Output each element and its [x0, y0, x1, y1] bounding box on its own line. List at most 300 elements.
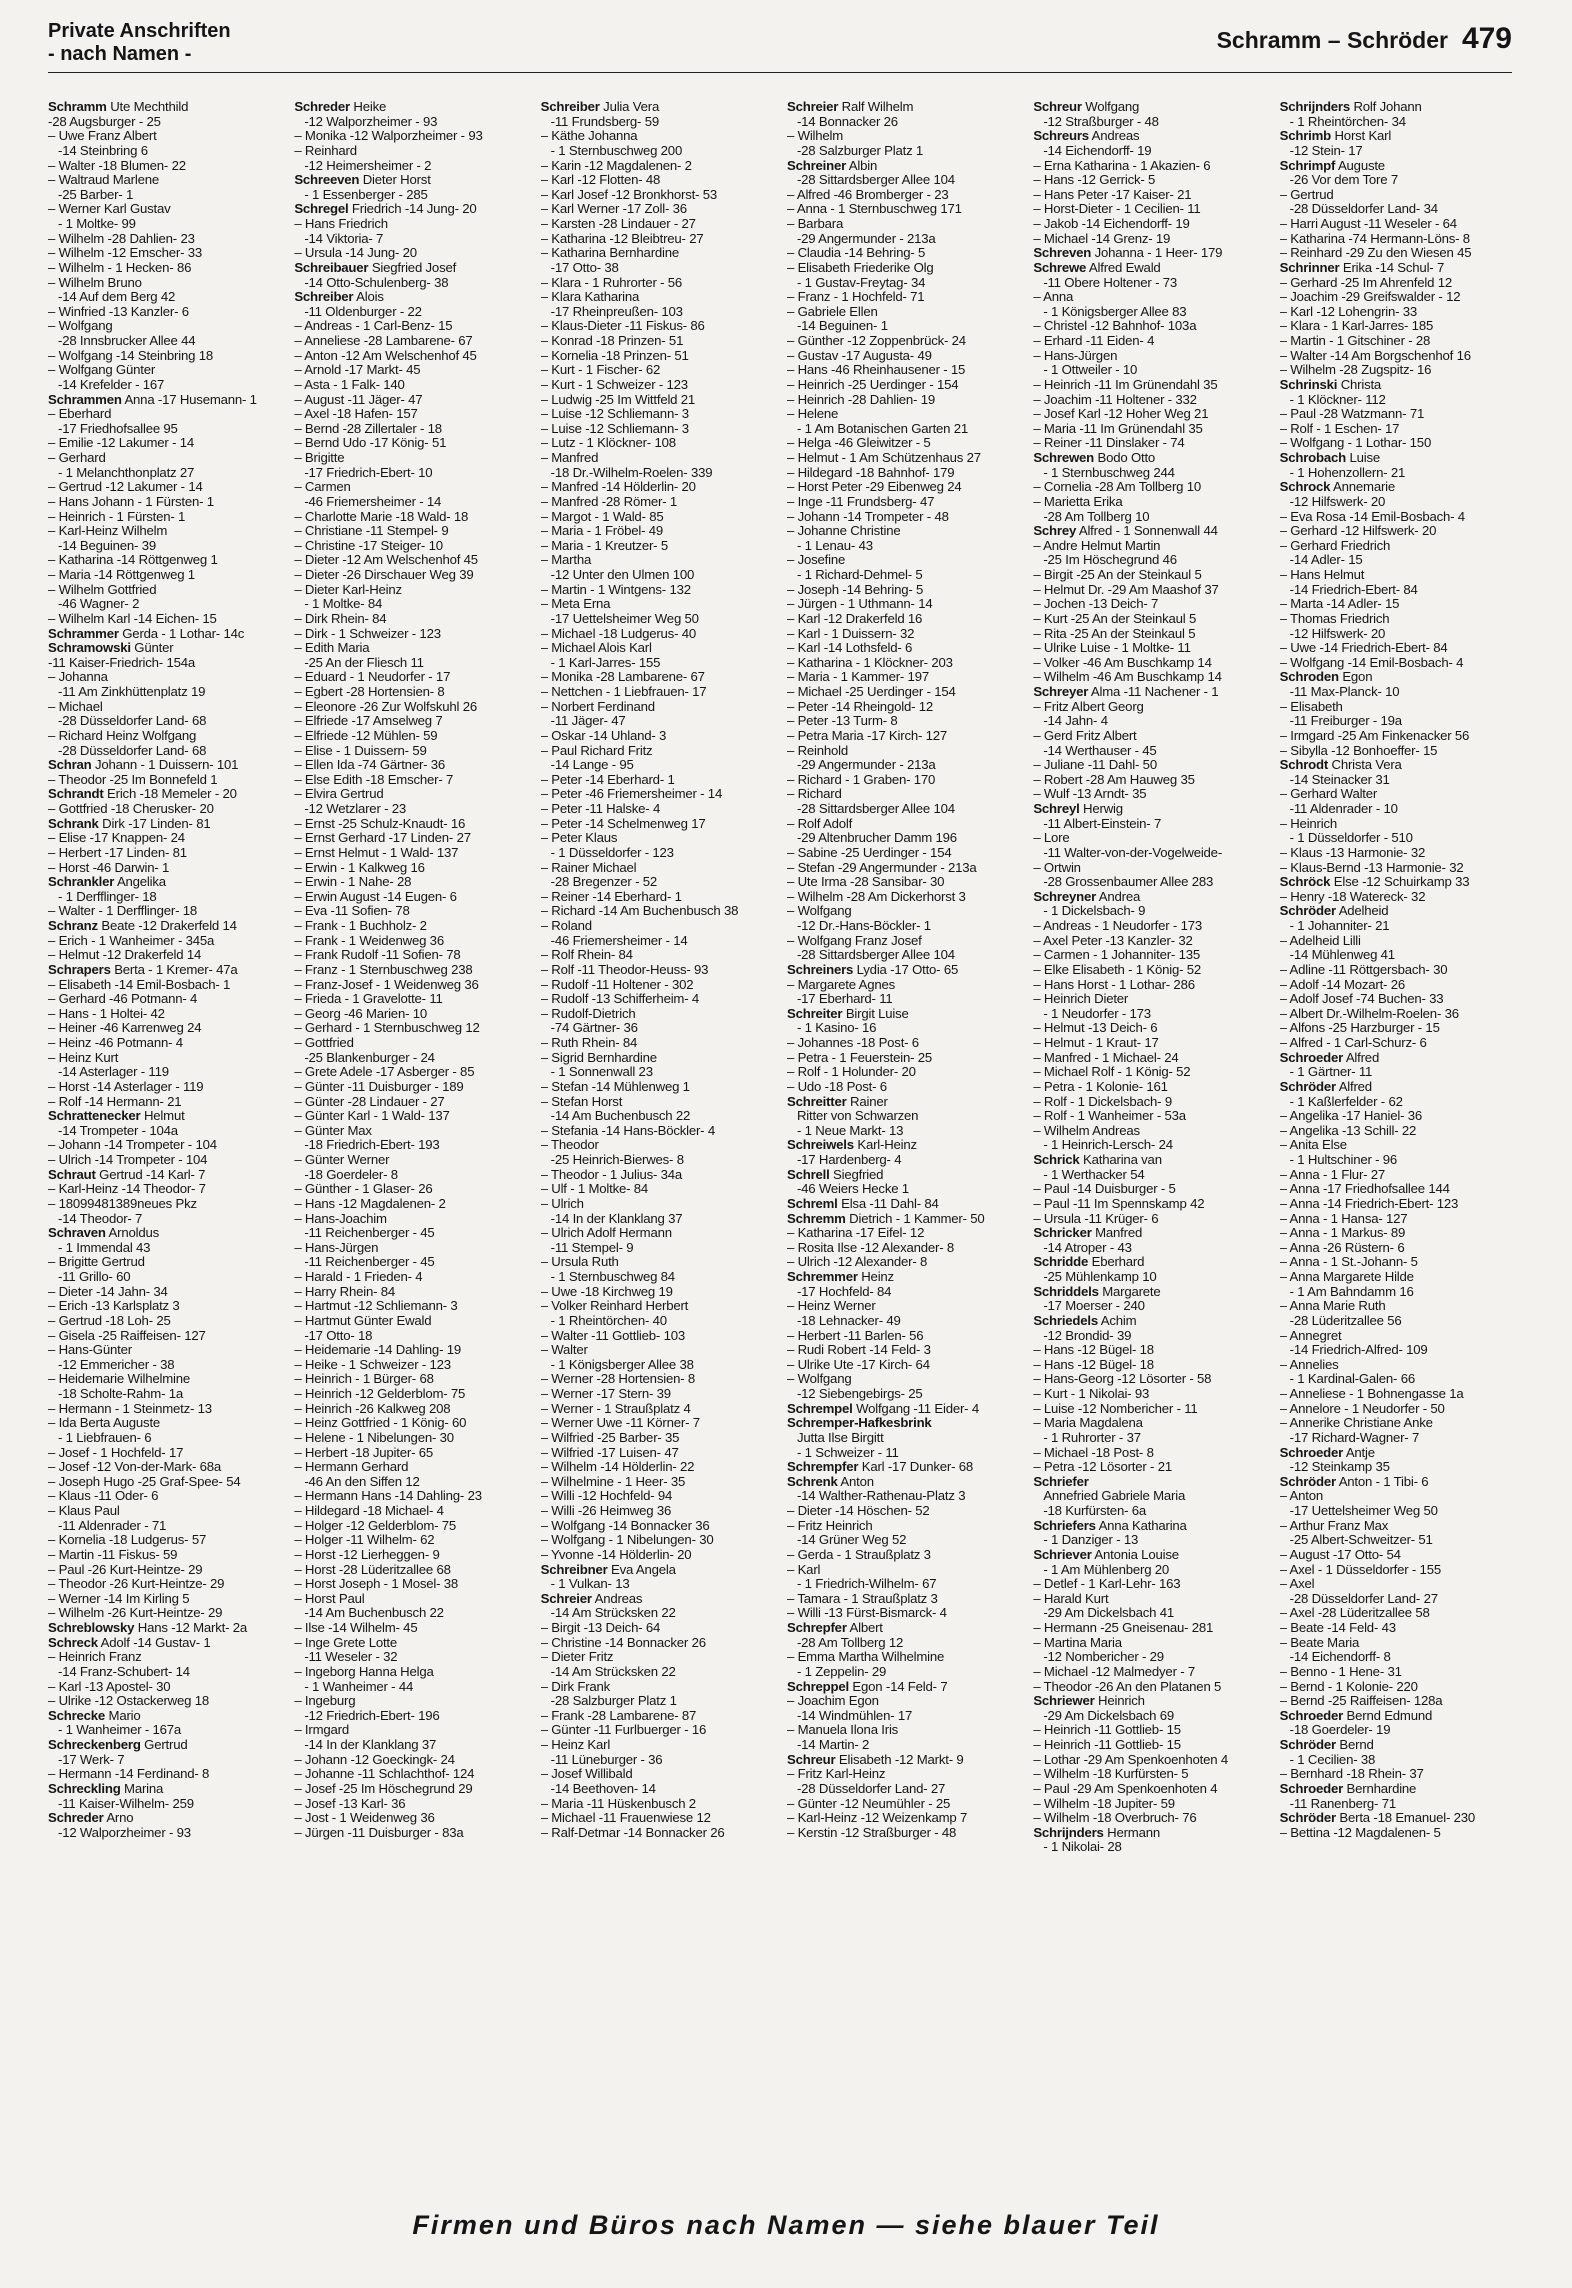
- listing-entry: [541, 232, 777, 247]
- entry-text: -46 An den Siffen 12: [304, 1474, 420, 1489]
- entry-text: -28 Sittardsberger Allee 104: [796, 802, 955, 816]
- listing-entry: [48, 1153, 284, 1168]
- surname-heading: Schreven: [1033, 246, 1092, 261]
- surname-heading: Schreppel: [786, 1679, 849, 1694]
- listing-entry: [1033, 1226, 1269, 1241]
- entry-text: -29 Am Dickelsbach 69: [1043, 1708, 1174, 1723]
- listing-entry: [1280, 992, 1516, 1007]
- entry-text: -14 Friedrich-Alfred- 109: [1289, 1343, 1428, 1358]
- entry-text: – Anita Else: [1279, 1138, 1347, 1153]
- entry-text: Alfred Ewald: [1088, 260, 1161, 275]
- listing-entry: [1280, 1021, 1516, 1036]
- entry-text: – Martina Maria: [1033, 1635, 1122, 1650]
- surname-heading: Schreiber: [540, 100, 600, 114]
- entry-text: – Fritz Albert Georg: [1033, 699, 1144, 714]
- entry-text: – Ulrich -12 Alexander- 8: [786, 1255, 928, 1270]
- entry-text: - 1 Nikolai- 28: [1043, 1840, 1122, 1855]
- entry-text: – Fritz Karl-Heinz: [786, 1767, 886, 1782]
- entry-text: Bernd: [1339, 1738, 1374, 1752]
- entry-text: – Juliane -11 Dahl- 50: [1033, 758, 1157, 773]
- listing-entry: [294, 1650, 530, 1665]
- listing-entry: [787, 276, 1023, 291]
- entry-text: – Werner Uwe -11 Körner- 7: [540, 1416, 700, 1431]
- entry-text: – Katharina -74 Hermann-Löns- 8: [1279, 231, 1470, 246]
- listing-entry: [541, 173, 777, 188]
- listing-entry: [1280, 1504, 1516, 1519]
- entry-text: Katharina van: [1083, 1153, 1162, 1167]
- listing-entry: [787, 1753, 1023, 1768]
- listing-entry: [1280, 1577, 1516, 1592]
- entry-text: - 1 Sternbuschweg 244: [1043, 465, 1175, 480]
- listing-entry: [1280, 305, 1516, 320]
- entry-text: – Günther - 1 Glaser- 26: [294, 1182, 433, 1197]
- listing-entry: [294, 305, 530, 320]
- listing-entry: [294, 246, 530, 261]
- entry-text: - 1 Liebfrauen- 6: [58, 1430, 152, 1445]
- entry-text: – Gertrud -18 Loh- 25: [48, 1313, 171, 1328]
- listing-entry: [1280, 948, 1516, 963]
- listing-entry: [1280, 1109, 1516, 1124]
- entry-text: – Wolfgang - 1 Nibelungen- 30: [540, 1533, 714, 1548]
- entry-text: – Gerda - 1 Straußplatz 3: [786, 1547, 931, 1562]
- listing-entry: [541, 1270, 777, 1285]
- listing-entry: [787, 978, 1023, 993]
- listing-entry: [1280, 1519, 1516, 1534]
- entry-text: – Manuela Ilona Iris: [786, 1723, 899, 1738]
- listing-entry: [1033, 890, 1269, 905]
- entry-text: – Andre Helmut Martin: [1033, 538, 1161, 553]
- entry-text: -14 Am Strücksken 22: [550, 1664, 676, 1679]
- listing-entry: [1033, 1519, 1269, 1534]
- surname-heading: Schroeder: [1279, 1781, 1344, 1796]
- entry-text: - 1 Hohenzollern- 21: [1289, 465, 1406, 480]
- listing-entry: [294, 773, 530, 788]
- listing-entry: [1033, 1840, 1269, 1855]
- listing-entry: [1033, 1621, 1269, 1636]
- listing-entry: [1280, 510, 1516, 525]
- surname-heading: Schrobach: [1279, 451, 1346, 465]
- surname-heading: Schricker: [1033, 1226, 1092, 1241]
- entry-text: -14 In der Klanklang 37: [304, 1738, 437, 1752]
- listing-entry: [541, 685, 777, 700]
- listing-entry: [48, 1402, 284, 1417]
- entry-text: – Frank Rudolf -11 Sofien- 78: [294, 948, 461, 963]
- entry-text: – Richard -14 Am Buchenbusch 38: [540, 904, 739, 919]
- entry-text: Alfred: [1338, 1079, 1372, 1094]
- listing-entry: [1280, 1650, 1516, 1665]
- entry-text: - 1 Gustav-Freytag- 34: [796, 275, 926, 290]
- listing-entry: [787, 334, 1023, 349]
- entry-text: – Paul -29 Am Spenkoenhoten 4: [1033, 1781, 1218, 1796]
- listing-entry: [48, 1241, 284, 1256]
- listing-entry: [787, 744, 1023, 759]
- entry-text: – Anna - 1 Markus- 89: [1279, 1226, 1406, 1241]
- listing-entry: [48, 202, 284, 217]
- listing-entry: [1280, 890, 1516, 905]
- listing-entry: [294, 861, 530, 876]
- listing-entry: [48, 553, 284, 568]
- entry-text: – Harald - 1 Frieden- 4: [294, 1270, 423, 1284]
- entry-text: – Richard: [786, 787, 842, 802]
- listing-entry: [541, 1080, 777, 1095]
- listing-entry: [1280, 1694, 1516, 1709]
- entry-text: -25 Heinrich-Bierwes- 8: [550, 1153, 684, 1167]
- entry-text: – Michael -12 Malmedyer - 7: [1033, 1664, 1196, 1679]
- entry-text: – Werner -14 Im Kirling 5: [48, 1591, 190, 1606]
- entry-text: -28 Lüderitzallee 56: [1289, 1313, 1402, 1328]
- entry-text: – Hartmut Günter Ewald: [294, 1313, 432, 1328]
- entry-text: -17 Hardenberg- 4: [796, 1153, 902, 1167]
- entry-text: -11 Max-Planck- 10: [1289, 685, 1400, 699]
- listing-entry: [294, 1592, 530, 1607]
- listing-entry: [541, 144, 777, 159]
- listing-entry: [541, 1563, 777, 1578]
- listing-entry: [1033, 1753, 1269, 1768]
- entry-text: – Anneliese -28 Lambarene- 67: [294, 334, 473, 348]
- listing-entry: [48, 1182, 284, 1197]
- listing-entry: [48, 1533, 284, 1548]
- listing-entry: [1033, 1109, 1269, 1124]
- listing-entry: [1280, 904, 1516, 919]
- entry-text: – Gisela -25 Raiffeisen- 127: [48, 1328, 206, 1343]
- listing-entry: [1033, 407, 1269, 422]
- entry-text: Gertrud: [144, 1738, 188, 1752]
- listing-entry: [541, 817, 777, 832]
- listing-entry: [1280, 627, 1516, 642]
- entry-text: – Klaus Paul: [48, 1504, 120, 1518]
- entry-text: -14 Am Buchenbusch 22: [304, 1606, 444, 1621]
- listing-entry: [48, 1563, 284, 1578]
- entry-text: Heike: [353, 100, 387, 114]
- entry-text: – Horst -12 Lierheggen- 9: [294, 1547, 440, 1562]
- entry-text: -14 Bonnacker 26: [796, 114, 898, 129]
- entry-text: - 1 Moltke- 99: [58, 217, 136, 231]
- listing-entry: [1033, 992, 1269, 1007]
- entry-text: Dietrich - 1 Kammer- 50: [849, 1211, 985, 1226]
- entry-text: Antonia Louise: [1094, 1547, 1179, 1562]
- listing-entry: [787, 700, 1023, 715]
- listing-entry: [1033, 510, 1269, 525]
- listing-entry: [294, 1563, 530, 1578]
- listing-entry: [48, 1504, 284, 1519]
- entry-text: – Robert -28 Am Hauweg 35: [1033, 772, 1195, 787]
- listing-entry: [787, 1460, 1023, 1475]
- listing-entry: [294, 1036, 530, 1051]
- entry-text: – Monika -12 Walporzheimer - 93: [294, 129, 483, 144]
- listing-entry: [294, 685, 530, 700]
- listing-entry: [1033, 1767, 1269, 1782]
- entry-text: – Martha: [540, 553, 592, 568]
- listing-entry: [1280, 129, 1516, 144]
- entry-text: – Wilhelm -28 Am Dickerhorst 3: [786, 889, 966, 904]
- listing-entry: [541, 290, 777, 305]
- listing-entry: [787, 1504, 1023, 1519]
- listing-entry: [541, 1065, 777, 1080]
- entry-text: -74 Gärtner- 36: [550, 1021, 638, 1036]
- listing-entry: [294, 787, 530, 802]
- listing-entry: [541, 1592, 777, 1607]
- entry-text: -11 Walter-von-der-Vogelweide-: [1043, 845, 1223, 860]
- entry-text: – Meta Erna: [540, 597, 611, 612]
- entry-text: -14 Walther-Rathenau-Platz 3: [796, 1489, 966, 1504]
- surname-heading: Schrodt: [1279, 758, 1329, 773]
- surname-heading: Schreck: [48, 1635, 98, 1650]
- listing-entry: [294, 1007, 530, 1022]
- entry-text: Johanna - 1 Heer- 179: [1094, 246, 1223, 261]
- entry-text: – Ute Irma -28 Sansibar- 30: [786, 875, 945, 890]
- entry-text: – Johann -14 Trompeter - 48: [786, 509, 949, 524]
- listing-entry: [1280, 670, 1516, 685]
- entry-text: -17 Otto- 18: [304, 1328, 373, 1343]
- listing-entry: [1033, 1665, 1269, 1680]
- listing-entry: [787, 1446, 1023, 1461]
- listing-entry: [787, 861, 1023, 876]
- listing-entry: [294, 1533, 530, 1548]
- listing-entry: [787, 948, 1023, 963]
- listing-entry: [294, 1285, 530, 1300]
- entry-text: Annemarie: [1333, 480, 1396, 495]
- entry-text: – Karl Werner -17 Zoll- 36: [540, 202, 687, 217]
- entry-text: – Waltraud Marlene: [48, 173, 159, 188]
- entry-text: – Karl Josef -12 Bronkhorst- 53: [540, 187, 717, 202]
- listing-entry: [541, 861, 777, 876]
- listing-entry: [1033, 1153, 1269, 1168]
- entry-text: Siegfried: [833, 1167, 884, 1182]
- entry-text: – Wilhelm Bruno: [48, 275, 142, 290]
- listing-column-6: [1280, 100, 1516, 2170]
- entry-text: Gertrud -14 Karl- 7: [99, 1167, 206, 1182]
- listing-entry: [1033, 1358, 1269, 1373]
- listing-entry: [787, 188, 1023, 203]
- listing-entry: [294, 963, 530, 978]
- listing-entry: [48, 100, 284, 115]
- listing-entry: [1033, 802, 1269, 817]
- listing-entry: [1280, 451, 1516, 466]
- surname-heading: Schreier: [540, 1591, 592, 1606]
- entry-text: – Brigitte: [294, 451, 345, 465]
- listing-entry: [48, 1694, 284, 1709]
- entry-text: – Günter Karl - 1 Wald- 137: [294, 1109, 450, 1124]
- surname-heading: Schreibner: [540, 1562, 608, 1577]
- entry-text: – Manfred - 1 Michael- 24: [1033, 1050, 1179, 1065]
- listing-entry: [294, 846, 530, 861]
- entry-text: Arno: [106, 1811, 134, 1826]
- listing-entry: [787, 1797, 1023, 1812]
- entry-text: – Bettina -12 Magdalenen- 5: [1279, 1825, 1441, 1840]
- listing-entry: [787, 363, 1023, 378]
- entry-text: -18 Goerdeler- 19: [1289, 1723, 1391, 1738]
- entry-text: – Hermann Gerhard: [294, 1460, 409, 1475]
- listing-entry: [294, 1372, 530, 1387]
- surname-heading: Schranz: [48, 919, 98, 933]
- listing-entry: [1033, 144, 1269, 159]
- entry-text: – Helmut - 1 Kraut- 17: [1033, 1036, 1159, 1050]
- listing-entry: [1280, 334, 1516, 349]
- entry-text: – Michael -11 Frauenwiese 12: [540, 1811, 711, 1826]
- listing-entry: [294, 422, 530, 437]
- listing-entry: [48, 1358, 284, 1373]
- listing-entry: [1033, 159, 1269, 174]
- entry-text: - 1 Kaßlerfelder - 62: [1289, 1094, 1403, 1109]
- listing-entry: [1280, 846, 1516, 861]
- header-rule: [48, 72, 1512, 73]
- entry-text: -17 Moerser - 240: [1043, 1299, 1145, 1314]
- entry-text: – Reiner -11 Dinslaker - 74: [1033, 436, 1185, 451]
- entry-text: -28 Salzburger Platz 1: [550, 1694, 677, 1709]
- entry-text: – Gottfried -18 Cherusker- 20: [48, 802, 214, 816]
- listing-entry: [48, 875, 284, 890]
- listing-entry: [1033, 1255, 1269, 1270]
- listing-entry: [294, 1138, 530, 1153]
- listing-entry: [1033, 1007, 1269, 1022]
- listing-entry: [541, 1504, 777, 1519]
- listing-entry: [541, 875, 777, 890]
- surname-heading: Schrewen: [1033, 451, 1095, 465]
- listing-entry: [787, 1109, 1023, 1124]
- entry-text: Wolfgang -11 Eider- 4: [856, 1401, 979, 1416]
- listing-entry: [541, 846, 777, 861]
- entry-text: – Maria -11 Hüskenbusch 2: [540, 1796, 696, 1811]
- entry-text: – Heinrich -28 Dahlien- 19: [786, 392, 935, 407]
- entry-text: – Peter -14 Eberhard- 1: [540, 772, 675, 787]
- listing-entry: [541, 188, 777, 203]
- entry-text: – Petra - 1 Kolonie- 161: [1033, 1079, 1168, 1094]
- surname-heading: Schröder: [1279, 904, 1336, 919]
- entry-text: -11 Stempel- 9: [550, 1240, 634, 1255]
- listing-entry: [48, 1095, 284, 1110]
- listing-entry: [294, 1606, 530, 1621]
- surname-heading: Schröder: [1279, 1079, 1336, 1094]
- listing-entry: [1280, 553, 1516, 568]
- listing-entry: [1033, 700, 1269, 715]
- listing-entry: [294, 1680, 530, 1695]
- listing-entry: [294, 1153, 530, 1168]
- surname-heading: Schrank: [48, 816, 99, 831]
- listing-entry: [541, 276, 777, 291]
- entry-text: – Anna -26 Rüstern- 6: [1279, 1240, 1405, 1255]
- listing-entry: [1280, 1065, 1516, 1080]
- listing-entry: [294, 1665, 530, 1680]
- listing-entry: [541, 831, 777, 846]
- listing-entry: [48, 393, 284, 408]
- entry-text: -12 Hilfswerk- 20: [1289, 494, 1386, 509]
- listing-entry: [787, 1036, 1023, 1051]
- listing-entry: [1280, 1285, 1516, 1300]
- listing-entry: [48, 1723, 284, 1738]
- listing-entry: [48, 890, 284, 905]
- entry-text: - 1 Hultschiner - 96: [1289, 1153, 1398, 1167]
- listing-entry: [1033, 670, 1269, 685]
- entry-text: – Gerhard -12 Hilfswerk- 20: [1279, 524, 1437, 539]
- entry-text: – Karl -14 Lothsfeld- 6: [786, 641, 913, 656]
- listing-entry: [1033, 1065, 1269, 1080]
- surname-heading: Schremm: [786, 1211, 846, 1226]
- listing-entry: [1033, 1212, 1269, 1227]
- entry-text: – Adline -11 Röttgersbach- 30: [1279, 962, 1448, 977]
- listing-entry: [1280, 466, 1516, 481]
- listing-entry: [1033, 1592, 1269, 1607]
- entry-text: – Wolfgang: [786, 1372, 852, 1387]
- entry-text: – Else Edith -18 Emscher- 7: [294, 772, 454, 787]
- entry-text: - 1 Sternbuschweg 84: [550, 1270, 675, 1284]
- listing-entry: [541, 890, 777, 905]
- entry-text: – Willi -12 Hochfeld- 94: [540, 1489, 673, 1504]
- surname-heading: Schrammer: [48, 626, 119, 641]
- listing-entry: [787, 115, 1023, 130]
- listing-entry: [48, 407, 284, 422]
- entry-text: – Yvonne -14 Hölderlin- 20: [540, 1547, 692, 1562]
- entry-text: – Christel -12 Bahnhof- 103a: [1033, 319, 1197, 334]
- entry-text: – Erna Katharina - 1 Akazien- 6: [1033, 158, 1211, 173]
- entry-text: -46 Wagner- 2: [58, 597, 140, 612]
- surname-heading: Schreier: [786, 100, 839, 114]
- entry-text: – Helmut -13 Deich- 6: [1033, 1021, 1158, 1036]
- entry-text: Margarete: [1102, 1284, 1161, 1299]
- surname-heading: Schrenk: [786, 1474, 838, 1489]
- entry-text: – Maria -14 Röttgenweg 1: [48, 568, 195, 582]
- entry-text: -28 Innsbrucker Allee 44: [58, 334, 196, 348]
- entry-text: – Reinhard: [294, 143, 357, 158]
- listing-entry: [787, 173, 1023, 188]
- entry-text: – Josef Willibald: [540, 1767, 633, 1782]
- entry-text: - 1 Gärtner- 11: [1289, 1065, 1373, 1080]
- entry-text: – Irmgard: [294, 1723, 349, 1738]
- entry-text: – Kurt - 1 Nikolai- 93: [1033, 1387, 1150, 1401]
- entry-text: – Karl -12 Lohengrin- 33: [1279, 304, 1418, 319]
- entry-text: – Anna Margarete Hilde: [1279, 1270, 1414, 1284]
- listing-entry: [1033, 451, 1269, 466]
- listing-entry: [1033, 524, 1269, 539]
- entry-text: – Ralf-Detmar -14 Bonnacker 26: [540, 1825, 725, 1840]
- listing-entry: [787, 407, 1023, 422]
- listing-entry: [294, 934, 530, 949]
- listing-entry: [787, 1153, 1023, 1168]
- listing-entry: [1280, 363, 1516, 378]
- entry-text: Dirk -17 Linden- 81: [102, 816, 211, 831]
- entry-text: – Dirk Frank: [540, 1679, 611, 1694]
- entry-text: Bernd Edmund: [1346, 1708, 1433, 1723]
- entry-text: – Margot - 1 Wald- 85: [540, 509, 664, 524]
- listing-entry: [787, 451, 1023, 466]
- listing-entry: [48, 1577, 284, 1592]
- listing-entry: [48, 1636, 284, 1651]
- entry-text: – Theodor -25 Im Bonnefeld 1: [48, 772, 218, 787]
- entry-text: – Martin - 1 Wintgens- 132: [540, 582, 691, 597]
- listing-entry: [541, 495, 777, 510]
- listing-entry: [541, 1723, 777, 1738]
- listing-entry: [541, 1826, 777, 1841]
- name-range: Schramm – Schröder: [1216, 27, 1448, 53]
- surname-heading: Schreckling: [48, 1781, 121, 1796]
- surname-heading: Schreder: [48, 1811, 104, 1826]
- listing-entry: [1280, 349, 1516, 364]
- listing-entry: [294, 1416, 530, 1431]
- entry-text: – Kerstin -12 Straßburger - 48: [786, 1825, 957, 1840]
- entry-text: Elisabeth -12 Markt- 9: [838, 1752, 964, 1767]
- listing-entry: [1280, 802, 1516, 817]
- listing-entry: [1280, 1489, 1516, 1504]
- entry-text: – Wilhelm -12 Emscher- 33: [48, 246, 203, 261]
- entry-text: – Katharina -14 Röttgenweg 1: [48, 553, 218, 568]
- listing-entry: [787, 1665, 1023, 1680]
- listing-entry: [1033, 276, 1269, 291]
- listing-entry: [787, 612, 1023, 627]
- entry-text: -14 Werthauser - 45: [1043, 743, 1157, 758]
- entry-text: Christa: [1340, 377, 1382, 392]
- entry-text: Andreas: [594, 1591, 643, 1606]
- entry-text: – Paul -26 Kurt-Heintze- 29: [48, 1562, 203, 1577]
- listing-entry: [787, 1767, 1023, 1782]
